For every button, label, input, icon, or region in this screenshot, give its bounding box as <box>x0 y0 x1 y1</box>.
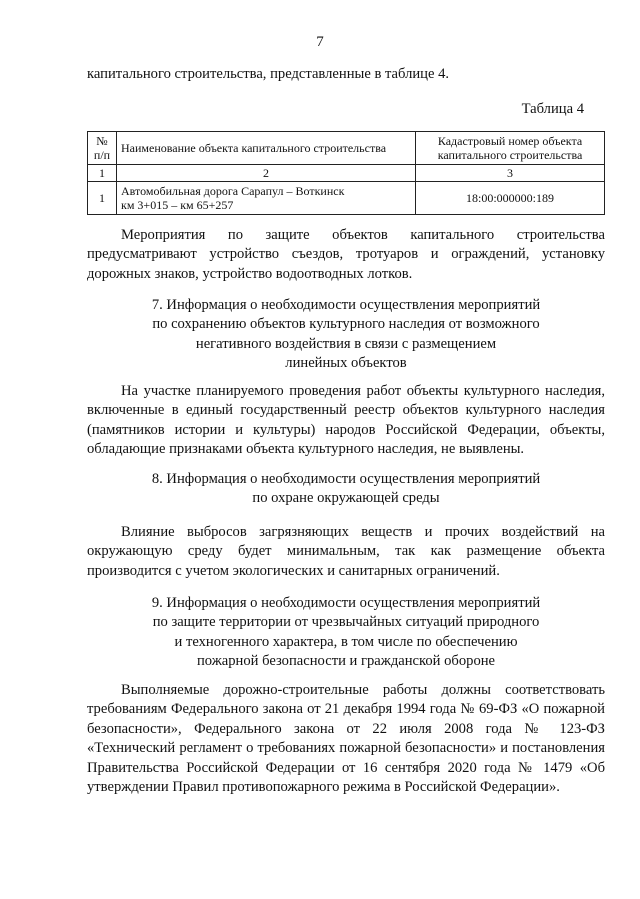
section-9-heading-line2: по защите территории от чрезвычайных ситуаций природного <box>152 614 540 631</box>
colnum-3: 3 <box>416 165 605 182</box>
row-name <box>117 182 416 215</box>
section-9-heading-line3: и техногенного характера, в том числе по обеспечению <box>174 633 518 650</box>
table-caption: Таблица 4 <box>521 101 584 117</box>
section-8-text <box>87 523 605 581</box>
page-number: 7 <box>316 34 324 50</box>
intro-line: капитального строительства, представленные в таблице 4. <box>87 66 450 82</box>
section-8-heading <box>87 470 605 509</box>
section-7-heading-line3: негативного воздействия в связи с размещением <box>195 335 497 352</box>
section-7-heading <box>87 296 605 374</box>
table-colnum-row <box>88 165 605 182</box>
section-7-heading-line1: 7. Информация о необходимости осуществления мероприятий <box>151 297 541 313</box>
objects-table <box>87 131 605 215</box>
colnum-2: 2 <box>117 165 416 182</box>
row-name-line1: Автомобильная дорога Сарапул – Воткинск <box>121 184 345 198</box>
header-cadastral <box>416 132 605 165</box>
table-header-row <box>88 132 605 165</box>
header-cadastral-line2: капитального строительства <box>437 148 583 162</box>
paragraph-protection <box>87 226 605 284</box>
section-9-paragraph: Выполняемые дорожно-строительные работы должны соответствовать требованиям Федерального закона от 21 декабря 1994 года № 69-ФЗ «О пожарной безопасности», Федерального закона от 22 июля 2008 года № 123-ФЗ «Технический регламент о требованиях пожарной безопасности» и постановления Правительства Российской Федерации от 16 сентября 2020 года № 1479 «Об утверждении Правил противопожарного режима в Российской Федерации». <box>87 682 605 796</box>
section-8-heading-line1: 8. Информация о необходимости осуществления мероприятий <box>151 471 541 487</box>
colnum-1: 1 <box>88 165 117 182</box>
section-8-paragraph: Влияние выбросов загрязняющих веществ и прочих воздействий на окружающую среду будет минимальным, так как размещение объекта производится с учетом экологических и санитарных ограничений. <box>87 524 605 579</box>
paragraph-protection-text: Мероприятия по защите объектов капитального строительства предусматривают устройство съездов, тротуаров и ограждений, установку дорожных знаков, устройство водоотводных лотков. <box>87 227 605 282</box>
header-cadastral-line1: Кадастровый номер объекта <box>437 134 583 148</box>
row-name-line2: км 3+015 – км 65+257 <box>121 198 234 212</box>
row-num: 1 <box>88 182 117 215</box>
header-num-line1: № <box>96 134 108 148</box>
header-num <box>88 132 117 165</box>
section-7-heading-line2: по сохранению объектов культурного наследия от возможного <box>152 316 540 333</box>
header-num-line2: п/п <box>93 148 111 162</box>
header-name: Наименование объекта капитального строительства <box>117 132 416 165</box>
section-8-heading-line2: по охране окружающей среды <box>252 490 440 507</box>
row-cadastral: 18:00:000000:189 <box>416 182 605 215</box>
section-9-heading <box>87 594 605 672</box>
section-7-paragraph: На участке планируемого проведения работ объекты культурного наследия, включенные в единый государственный реестр объектов культурного наследия (памятников истории и культуры) народов Российской Федерации, объекты, обладающие признаками объекта культурного наследия, не выявлены. <box>87 383 605 458</box>
section-9-heading-line4: пожарной безопасности и гражданской обороне <box>196 653 496 670</box>
table-row <box>88 182 605 215</box>
section-7-text <box>87 382 605 460</box>
section-9-heading-line1: 9. Информация о необходимости осуществления мероприятий <box>151 595 541 611</box>
section-9-text <box>87 681 605 797</box>
section-7-heading-line4: линейных объектов <box>285 355 407 372</box>
